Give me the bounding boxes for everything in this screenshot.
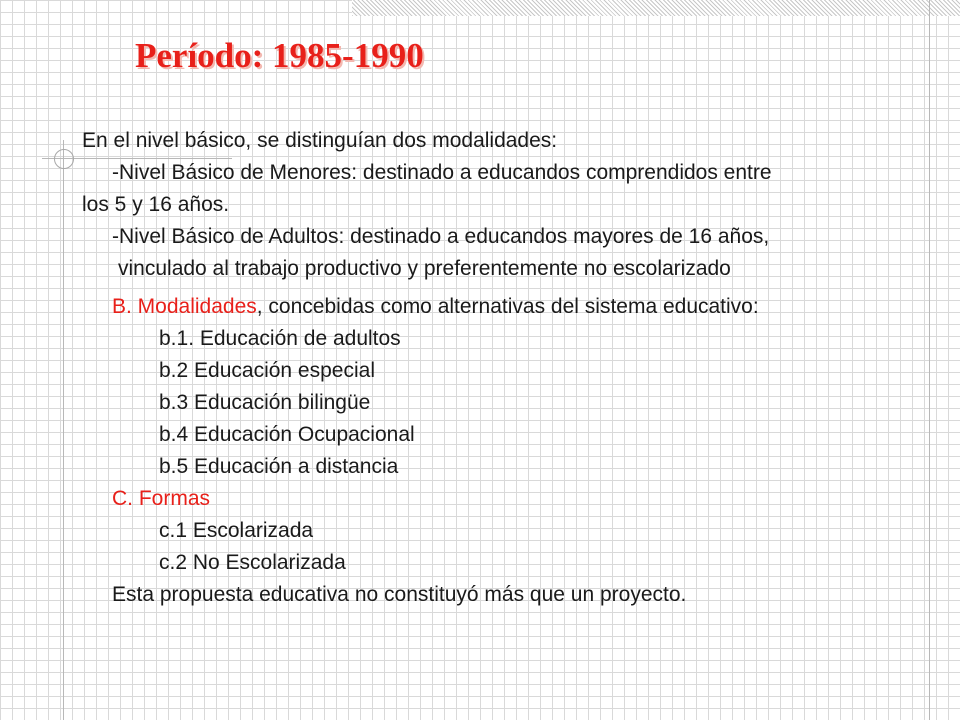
slide-title: Período: 1985-1990 xyxy=(135,36,424,75)
section-c-item: c.1 Escolarizada xyxy=(159,519,314,542)
header-hatch-band xyxy=(352,0,960,16)
section-c-label: C. Formas xyxy=(112,487,211,510)
section-b-label: B. Modalidades xyxy=(112,295,257,318)
section-b-description: , concebidas como alternativas del sistema educativo: xyxy=(256,295,759,318)
slide-body xyxy=(82,125,952,611)
section-b-item: b.3 Educación bilingüe xyxy=(159,391,371,414)
menores-line-1: -Nivel Básico de Menores: destinado a educandos comprendidos entre xyxy=(112,161,772,184)
section-b-heading xyxy=(82,291,952,323)
vertical-rule-left xyxy=(63,140,64,720)
adultos-line-1: -Nivel Básico de Adultos: destinado a educandos mayores de 16 años, xyxy=(112,225,770,248)
adultos-line-2: vinculado al trabajo productivo y preferentemente no escolarizado xyxy=(118,257,731,280)
section-b-item: b.1. Educación de adultos xyxy=(159,327,401,350)
section-b-item: b.2 Educación especial xyxy=(159,359,375,382)
section-b-item: b.5 Educación a distancia xyxy=(159,455,399,478)
menores-line-2: los 5 y 16 años. xyxy=(82,193,230,216)
section-c-item: c.2 No Escolarizada xyxy=(159,551,346,574)
intro-heading: En el nivel básico, se distinguían dos modalidades: xyxy=(82,129,558,152)
ring-ornament xyxy=(54,149,74,169)
section-b-item: b.4 Educación Ocupacional xyxy=(159,423,415,446)
closing-statement: Esta propuesta educativa no constituyó más que un proyecto. xyxy=(112,583,687,606)
